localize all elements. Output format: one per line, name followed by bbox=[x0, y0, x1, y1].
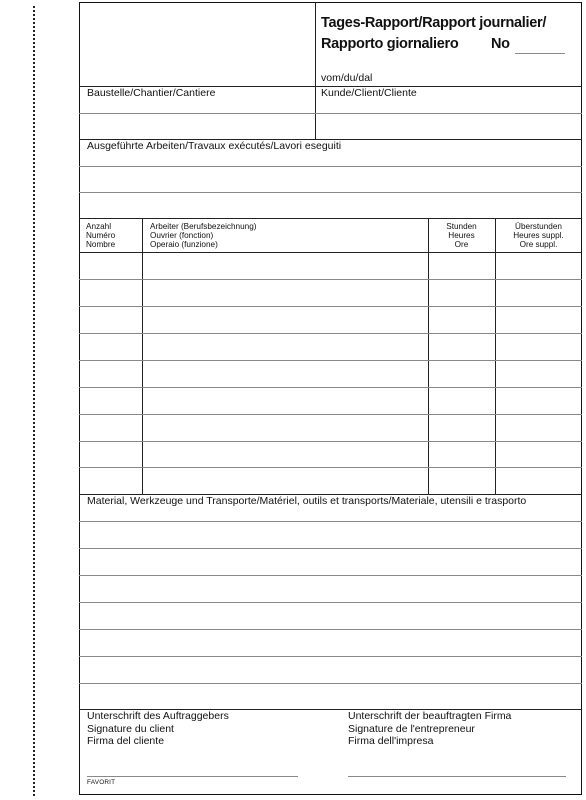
material-label: Material, Werkzeuge und Transporte/Matériel, outils et transports/Materiale, utensili e trasporto bbox=[87, 495, 527, 507]
table-row[interactable] bbox=[79, 387, 582, 388]
site-field[interactable] bbox=[79, 113, 315, 114]
number-field[interactable] bbox=[515, 53, 565, 54]
col-divider bbox=[142, 218, 143, 494]
client-field[interactable] bbox=[315, 113, 582, 114]
form-frame bbox=[79, 2, 582, 795]
form-title-line2: Rapporto giornaliero bbox=[321, 36, 459, 52]
work-line[interactable] bbox=[79, 166, 582, 167]
client-label: Kunde/Client/Cliente bbox=[321, 87, 417, 99]
col-worker-header: Arbeiter (Berufsbezeichnung) Ouvrier (fonction) Operaio (funzione) bbox=[150, 222, 257, 249]
date-label: vom/du/dal bbox=[321, 72, 373, 84]
table-row[interactable] bbox=[79, 441, 582, 442]
work-label: Ausgeführte Arbeiten/Travaux exécutés/Lavori eseguiti bbox=[87, 140, 342, 152]
col-hours-header: Stunden Heures Ore bbox=[446, 222, 477, 249]
table-row[interactable] bbox=[79, 360, 582, 361]
brand-label: FAVORIT bbox=[87, 779, 116, 786]
table-row[interactable] bbox=[79, 279, 582, 280]
perforation-line bbox=[33, 6, 35, 796]
col-overtime-header: Überstunden Heures suppl. Ore suppl. bbox=[513, 222, 564, 249]
table-header-rule bbox=[79, 252, 582, 253]
material-line[interactable] bbox=[79, 548, 582, 549]
client-signature-line[interactable] bbox=[87, 776, 298, 777]
material-line[interactable] bbox=[79, 575, 582, 576]
header-divider bbox=[315, 2, 316, 139]
number-label: No bbox=[491, 36, 510, 52]
col-divider bbox=[495, 218, 496, 494]
table-row[interactable] bbox=[79, 414, 582, 415]
material-line[interactable] bbox=[79, 521, 582, 522]
company-signature-label: Unterschrift der beauftragten Firma Signature de l'entrepreneur Firma dell'impresa bbox=[348, 710, 512, 747]
material-line[interactable] bbox=[79, 656, 582, 657]
divider bbox=[79, 218, 582, 219]
col-count-header: Anzahl Numéro Nombre bbox=[86, 222, 116, 249]
work-line[interactable] bbox=[79, 192, 582, 193]
client-signature-label: Unterschrift des Auftraggebers Signature du client Firma del cliente bbox=[87, 710, 229, 747]
table-row[interactable] bbox=[79, 306, 582, 307]
material-line[interactable] bbox=[79, 629, 582, 630]
company-signature-line[interactable] bbox=[348, 776, 566, 777]
form-title-line1: Tages-Rapport/Rapport journalier/ bbox=[321, 15, 547, 31]
table-row[interactable] bbox=[79, 333, 582, 334]
table-row[interactable] bbox=[79, 467, 582, 468]
material-line[interactable] bbox=[79, 602, 582, 603]
site-label: Baustelle/Chantier/Cantiere bbox=[87, 87, 216, 99]
material-line[interactable] bbox=[79, 683, 582, 684]
col-divider bbox=[428, 218, 429, 494]
